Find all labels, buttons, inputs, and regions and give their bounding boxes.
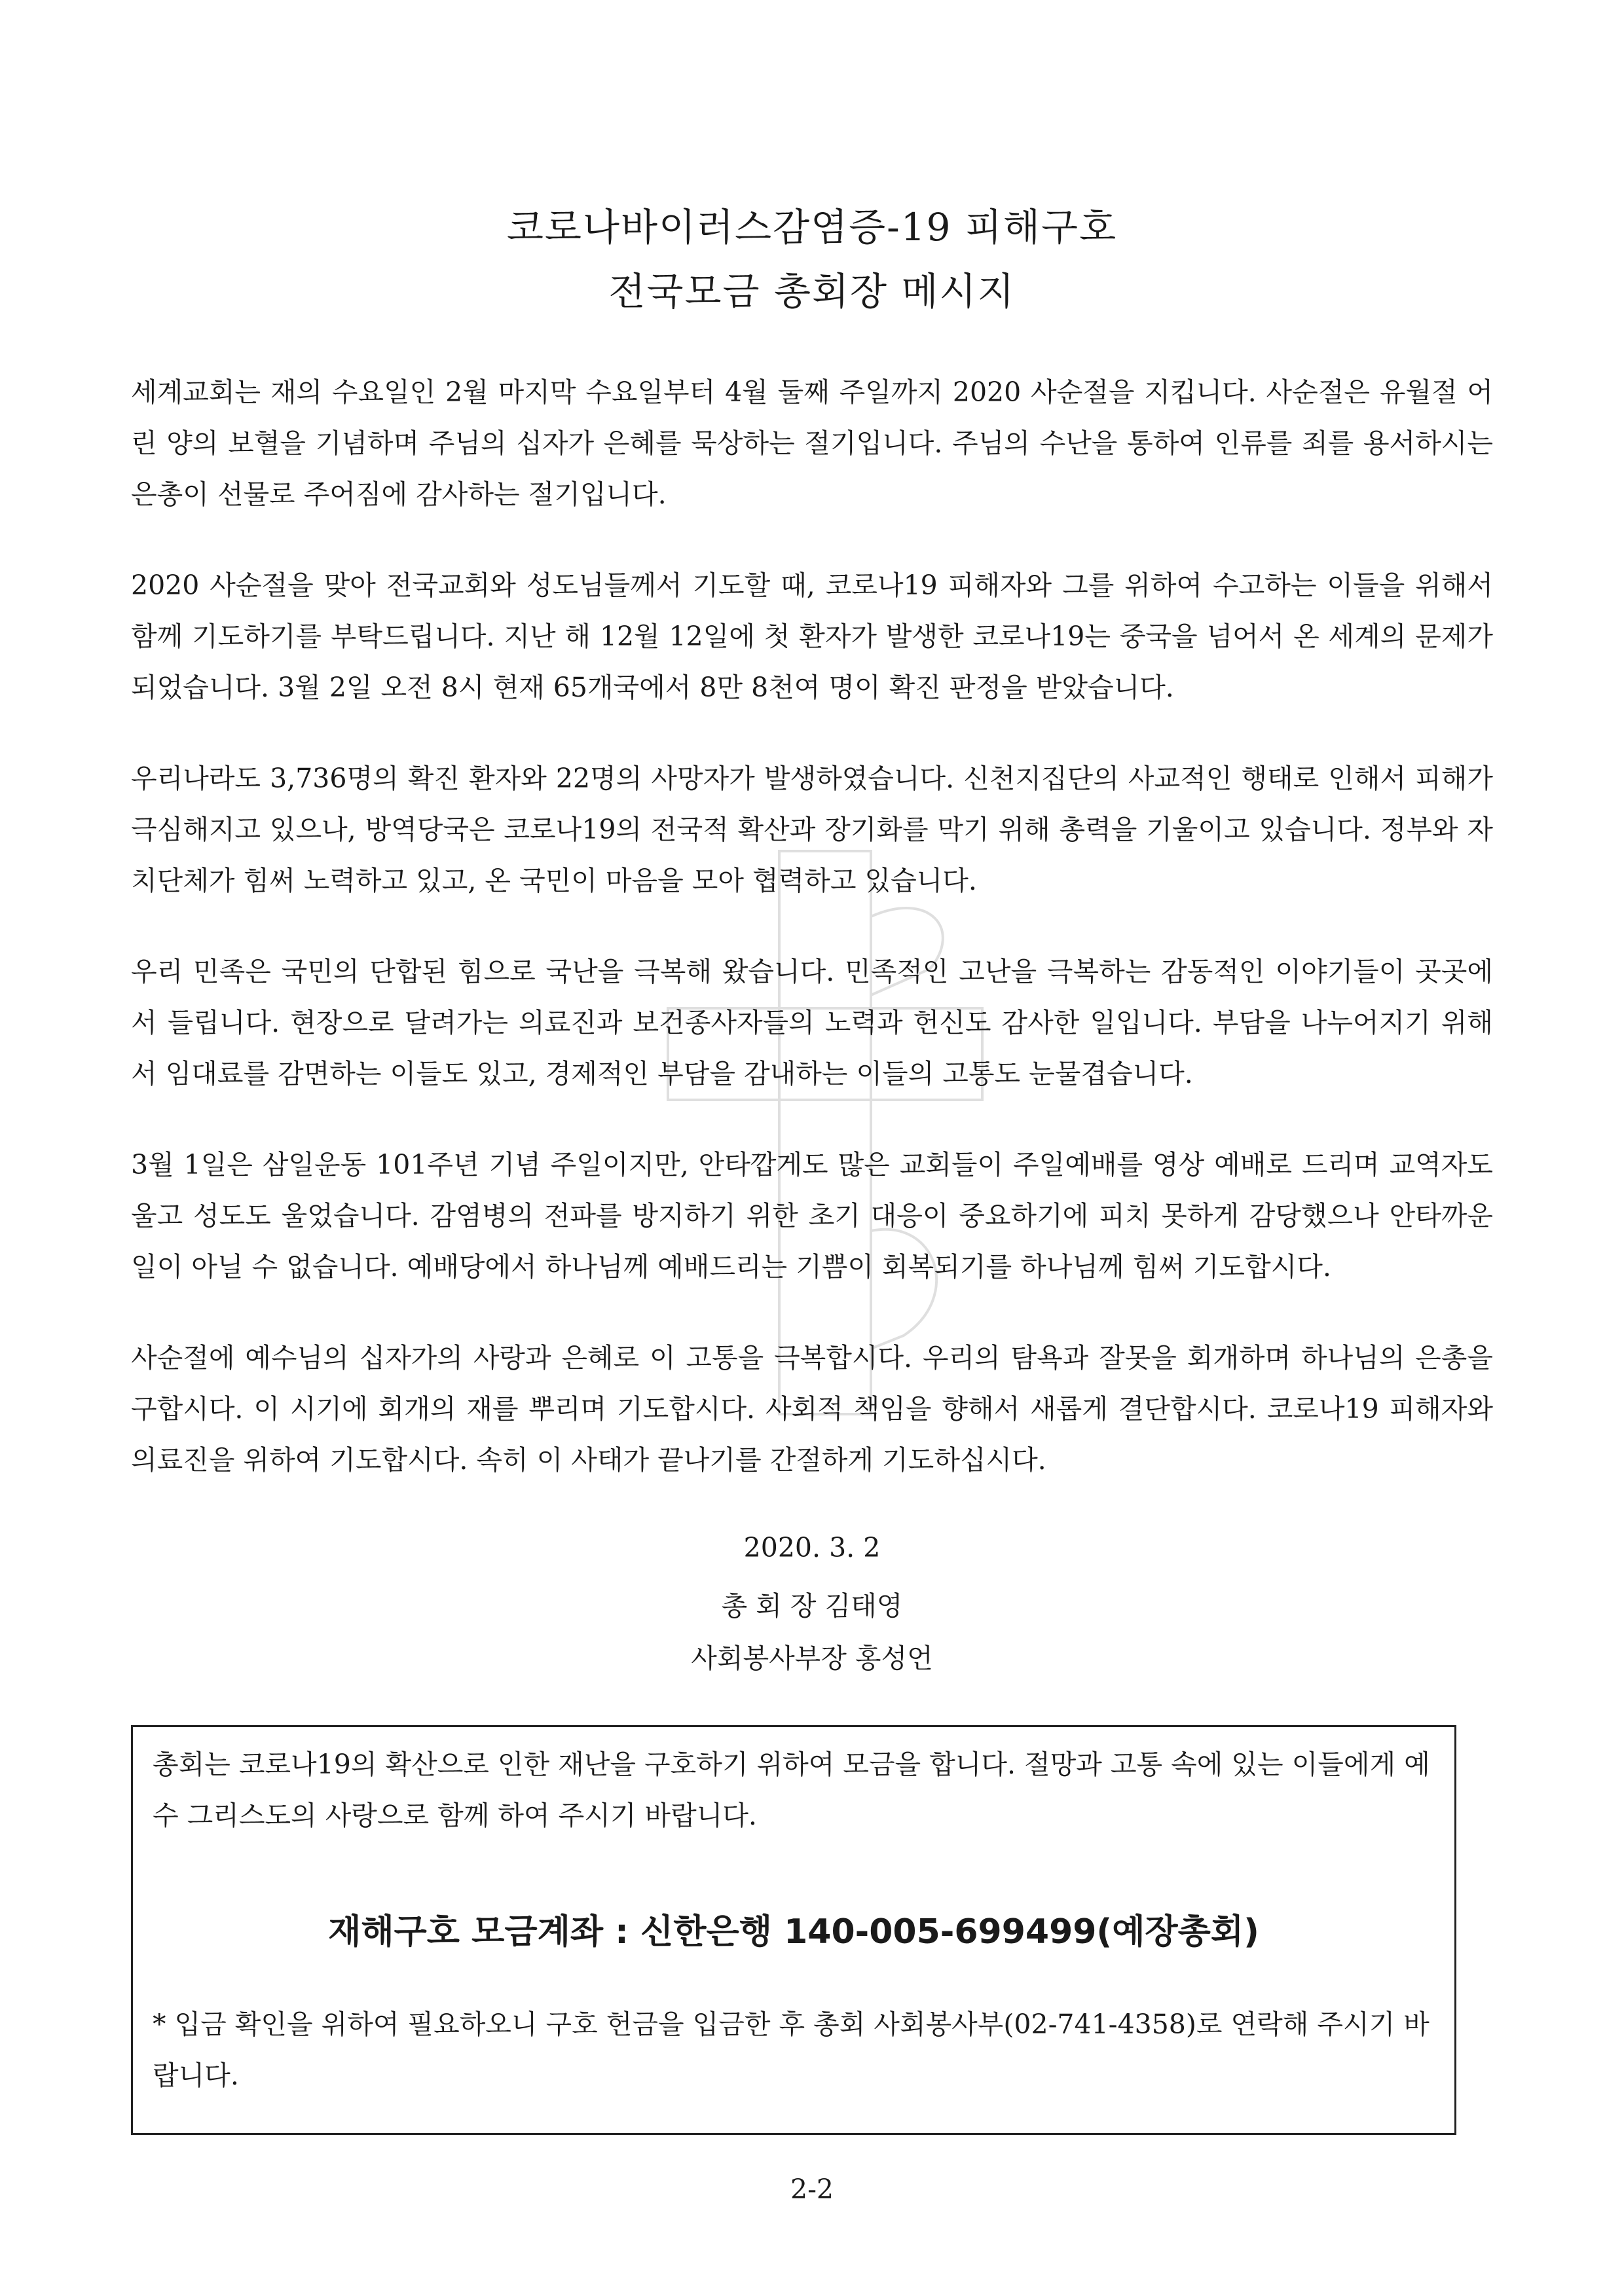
document-title-line-1: 코로나바이러스감염증-19 피해구호 — [506, 205, 1118, 249]
page-number: 2-2 — [790, 2174, 834, 2205]
signature-director: 사회봉사부장 홍성언 — [691, 1643, 933, 1674]
notice-footnote: * 입금 확인을 위하여 필요하오니 구호 헌금을 입금한 후 총회 사회봉사부(02-741-4358)로 연락해 주시기 바랍니다. — [153, 2009, 1430, 2091]
donation-account: 재해구호 모금계좌 : 신한은행 140-005-699499(예장총회) — [328, 1912, 1259, 1952]
signature-date: 2020. 3. 2 — [743, 1532, 881, 1563]
body-paragraph-1: 세계교회는 재의 수요일인 2월 마지막 수요일부터 4월 둘째 주일까지 2020 사순절을 지킵니다. 사순절은 유월절 어린 양의 보혈을 기념하며 주님의 십자가 은혜를 묵상하는 절기입니다. 주님의 수난을 통하여 인류를 죄를 용서하시는 은총이 선물로 주어짐에 감사하는 절기입니다. — [131, 376, 1493, 510]
body-paragraph-6: 사순절에 예수님의 십자가의 사랑과 은혜로 이 고통을 극복합시다. 우리의 탐욕과 잘못을 회개하며 하나님의 은총을 구합시다. 이 시기에 회개의 재를 뿌리며 기도합시다. 사회적 책임을 향해서 새롭게 결단합시다. 코로나19 피해자와 의료진을 위하여 기도합시다. 속히 이 사태가 끝나기를 간절하게 기도하십시다. — [131, 1342, 1493, 1476]
body-paragraph-3: 우리나라도 3,736명의 확진 환자와 22명의 사망자가 발생하였습니다. 신천지집단의 사교적인 행태로 인해서 피해가 극심해지고 있으나, 방역당국은 코로나19의 전국적 확산과 장기화를 막기 위해 총력을 기울이고 있습니다. 정부와 자치단체가 힘써 노력하고 있고, 온 국민이 마음을 모아 협력하고 있습니다. — [131, 763, 1493, 896]
body-paragraph-2: 2020 사순절을 맞아 전국교회와 성도님들께서 기도할 때, 코로나19 피해자와 그를 위하여 수고하는 이들을 위해서 함께 기도하기를 부탁드립니다. 지난 해 12월 12일에 첫 환자가 발생한 코로나19는 중국을 넘어서 온 세계의 문제가 되었습니다. 3월 2일 오전 8시 현재 65개국에서 8만 8천여 명이 확진 판정을 받았습니다. — [131, 570, 1493, 703]
body-paragraph-5: 3월 1일은 삼일운동 101주년 기념 주일이지만, 안타깝게도 많은 교회들이 주일예배를 영상 예배로 드리며 교역자도 울고 성도도 울었습니다. 감염병의 전파를 방지하기 위한 초기 대응이 중요하기에 피치 못하게 감당했으나 안타까운 일이 아닐 수 없습니다. 예배당에서 하나님께 예배드리는 기쁨이 회복되기를 하나님께 힘써 기도합시다. — [131, 1149, 1493, 1283]
donation-notice-box — [131, 1725, 1456, 2135]
signature-president: 총 회 장 김태영 — [721, 1590, 903, 1622]
document-title-line-2: 전국모금 총회장 메시지 — [608, 269, 1016, 314]
notice-intro: 총회는 코로나19의 확산으로 인한 재난을 구호하기 위하여 모금을 합니다. 절망과 고통 속에 있는 이들에게 예수 그리스도의 사랑으로 함께 하여 주시기 바랍니다. — [153, 1749, 1430, 1831]
body-paragraph-4: 우리 민족은 국민의 단합된 힘으로 국난을 극복해 왔습니다. 민족적인 고난을 극복하는 감동적인 이야기들이 곳곳에서 들립니다. 현장으로 달려가는 의료진과 보건종사자들의 노력과 헌신도 감사한 일입니다. 부담을 나누어지기 위해서 임대료를 감면하는 이들도 있고, 경제적인 부담을 감내하는 이들의 고통도 눈물겹습니다. — [131, 956, 1493, 1089]
